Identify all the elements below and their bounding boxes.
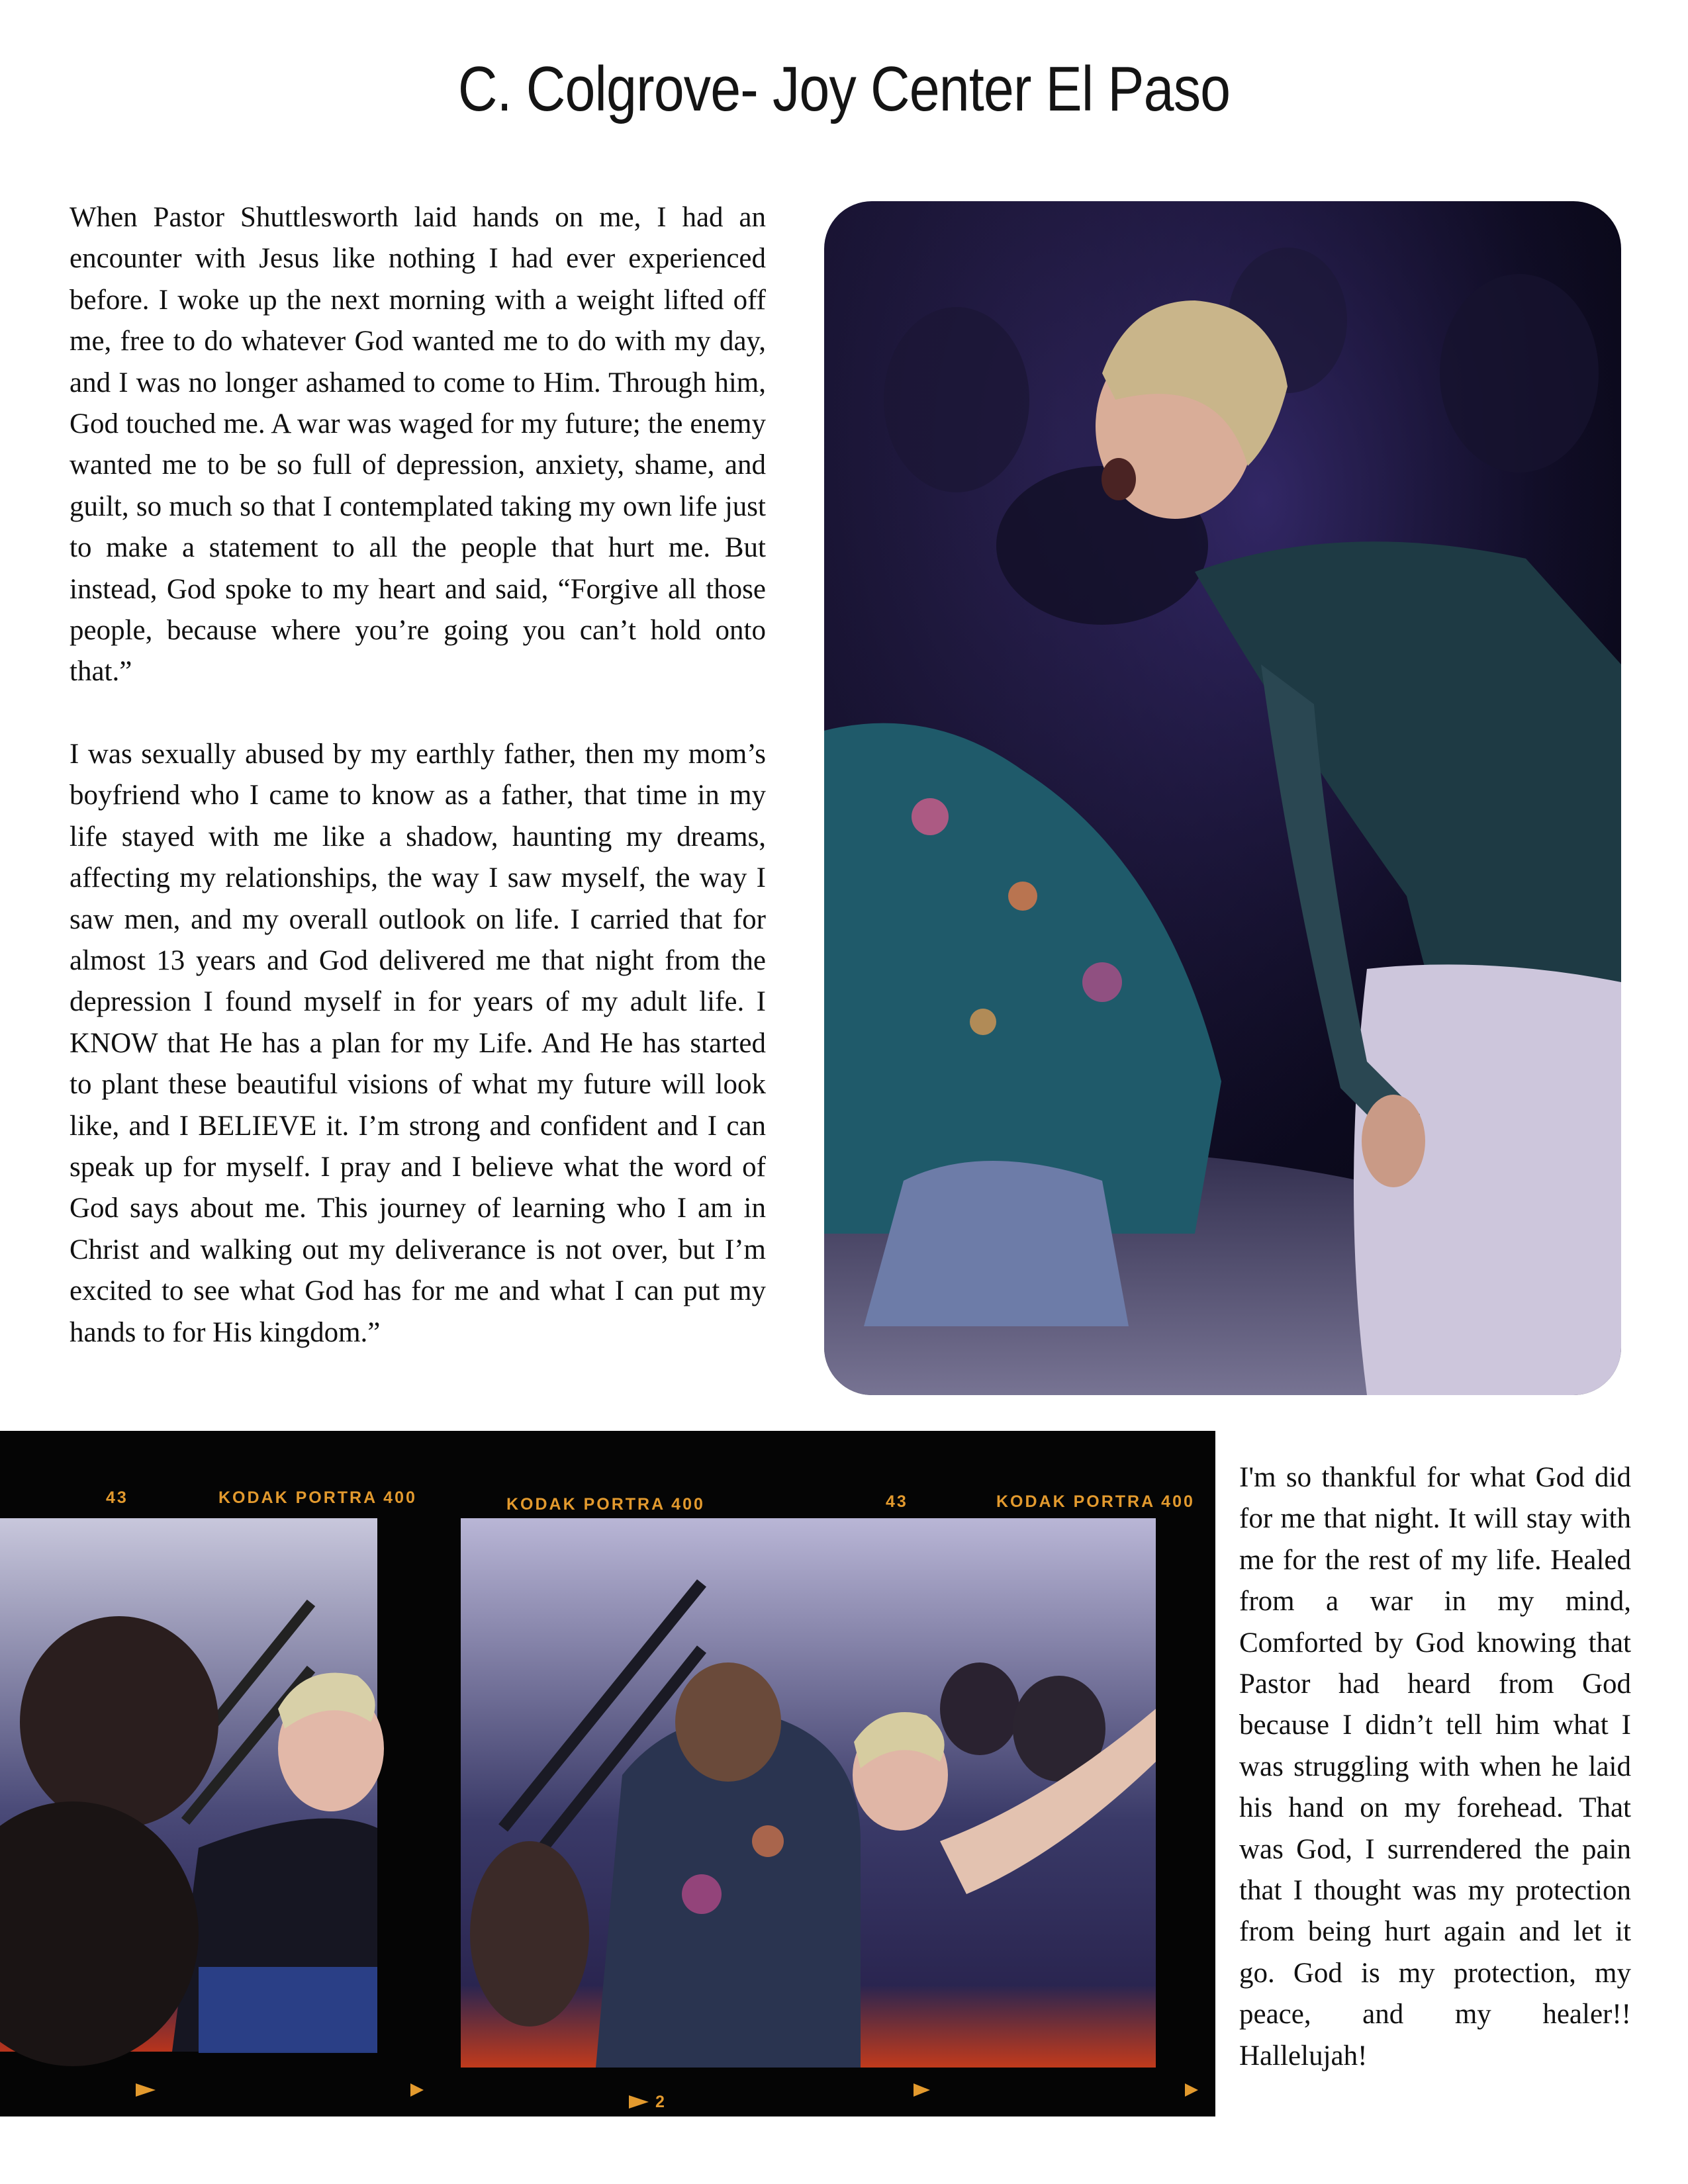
film-brand-label: KODAK PORTRA 400	[506, 1495, 705, 1514]
page-title: C. Colgrove- Joy Center El Paso	[457, 54, 1231, 124]
story-paragraph-2: I was sexually abused by my earthly father, then my mom’s boyfriend who I came to know as a father, that time in my life stayed with me like a shadow, haunting my dreams, affecting my relationships, the way I saw myself, the way I saw men, and my overall outlook on life. I carried that for almost 13 years and God delivered me that night from the depression I found myself in for years of my adult life. I KNOW that He has a plan for my Life. And He has started to plant these beautiful visions of what my future will look like, and I BELIEVE it. I’m strong and confident and I can speak up for myself. I pray and I believe what the word of God says about me. This journey of learning who I am in Christ and walking out my deliverance is not over, but I’m excited to see what God has for me and what I can put my hands to for His kingdom.”	[70, 738, 766, 1348]
film-strip-photos	[0, 1431, 1215, 2116]
film-brand-label: KODAK PORTRA 400	[996, 1492, 1195, 1511]
film-bottom-marker: 2	[655, 2093, 667, 2111]
story-column-right	[1239, 1457, 1631, 2077]
story-paragraph-3: I'm so thankful for what God did for me that night. It will stay with me for the rest of my life. Healed from a war in my mind, Comforted by God knowing that Pastor had heard from God because I didn’t tell him what I was struggling with when he laid his hand on my forehead. That was God, I surrendered the pain that I thought was my protection from being hurt again and let it go. God is my protection, my peace, and my healer!! Hallelujah!	[1239, 1462, 1631, 2071]
worship-photo-illustration	[824, 201, 1621, 1395]
film-frame-number: 43	[886, 1492, 908, 1511]
story-paragraph-1: When Pastor Shuttlesworth laid hands on me, I had an encounter with Jesus like nothing I had ever experienced before. I woke up the next morning with a weight lifted off me, free to do whatever God wanted me to do with my day, and I was no longer ashamed to come to Him. Through him, God touched me. A war was waged for my future; the enemy wanted me to be so full of depression, anxiety, shame, and guilt, so much so that I contemplated taking my own life just to make a statement to all the people that hurt me. But instead, God spoke to my heart and said, “Forgive all those people, because where you’re going you can’t hold onto that.”	[70, 202, 766, 688]
film-brand-label: KODAK PORTRA 400	[218, 1488, 417, 1507]
story-column-left	[70, 197, 766, 1353]
film-frame-number: 43	[106, 1488, 128, 1507]
film-strip	[0, 1431, 1215, 2116]
worship-photo	[824, 201, 1621, 1395]
